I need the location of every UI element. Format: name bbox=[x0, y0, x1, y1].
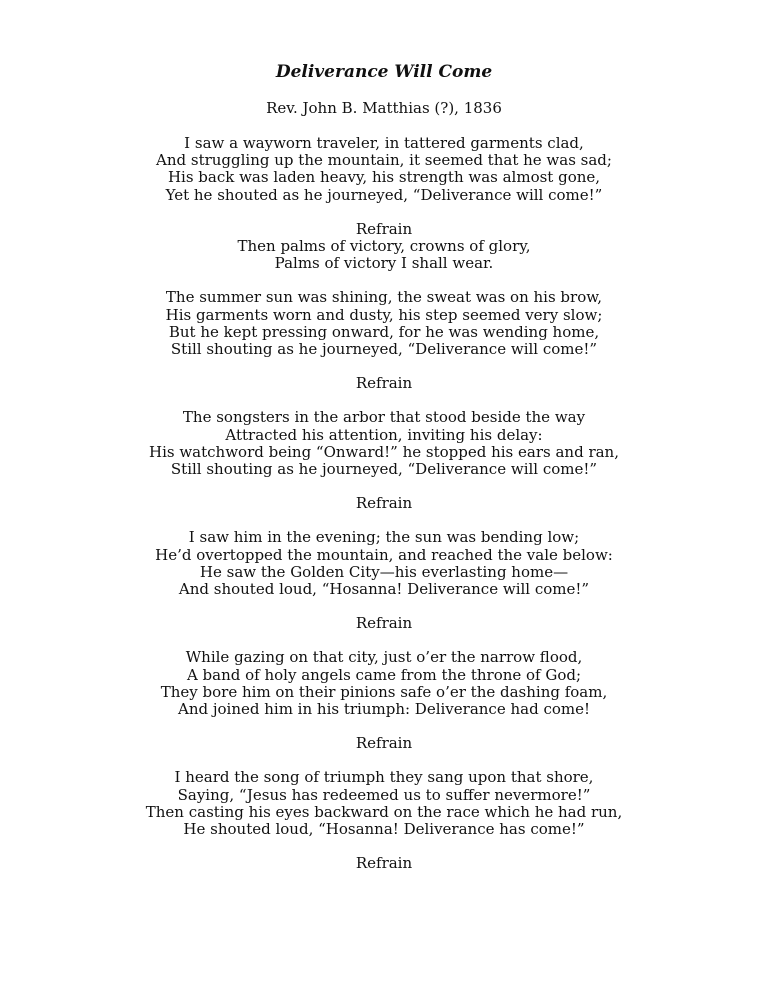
verse-line: Still shouting as he journeyed, “Deliverance will come!” bbox=[170, 460, 598, 479]
verse-line: His watchword being “Onward!” he stopped his ears and ran, bbox=[149, 442, 619, 461]
verse-line: His back was laden heavy, his strength was almost gone, bbox=[167, 168, 601, 187]
verse bbox=[0, 649, 768, 718]
refrain-label: Refrain bbox=[355, 494, 413, 513]
refrain-label: Refrain bbox=[355, 854, 413, 873]
stanza-gap bbox=[0, 358, 768, 375]
stanza-gap bbox=[0, 478, 768, 495]
verse-line: Attracted his attention, inviting his delay: bbox=[225, 425, 543, 444]
verse-line: Yet he shouted as he journeyed, “Deliverance will come!” bbox=[165, 185, 603, 204]
refrain bbox=[0, 221, 768, 273]
verse-line: But he kept pressing onward, for he was wending home, bbox=[168, 322, 600, 341]
refrain-label: Refrain bbox=[355, 374, 413, 393]
hymn-text bbox=[0, 135, 768, 873]
verse-line: I saw him in the evening; the sun was bending low; bbox=[188, 528, 580, 547]
stanza-gap bbox=[0, 204, 768, 221]
stanza-gap bbox=[0, 752, 768, 769]
verse bbox=[0, 409, 768, 478]
verse-line: Then casting his eyes backward on the race which he had run, bbox=[145, 802, 623, 821]
page-title: Deliverance Will Come bbox=[275, 62, 493, 82]
verse-line: He shouted loud, “Hosanna! Deliverance has come!” bbox=[183, 820, 585, 839]
verse bbox=[0, 289, 768, 358]
verse bbox=[0, 135, 768, 204]
verse-line: His garments worn and dusty, his step seemed very slow; bbox=[165, 305, 603, 324]
stanza-gap bbox=[0, 392, 768, 409]
stanza-gap bbox=[0, 598, 768, 615]
verse-line: While gazing on that city, just o’er the narrow flood, bbox=[185, 648, 583, 667]
verse-line: I heard the song of triumph they sang upon that shore, bbox=[174, 768, 594, 787]
verse-line: And joined him in his triumph: Deliverance had come! bbox=[177, 700, 591, 719]
verse-line: He saw the Golden City—his everlasting home— bbox=[199, 562, 569, 581]
verse-line: Saying, “Jesus has redeemed us to suffer nevermore!” bbox=[177, 785, 591, 804]
verse-line: The songsters in the arbor that stood beside the way bbox=[182, 408, 586, 427]
verse-line: I saw a wayworn traveler, in tattered garments clad, bbox=[184, 134, 584, 152]
stanza-gap bbox=[0, 272, 768, 289]
verse bbox=[0, 529, 768, 598]
stanza-gap bbox=[0, 632, 768, 649]
refrain-label: Refrain bbox=[355, 219, 413, 238]
author-line: Rev. John B. Matthias (?), 1836 bbox=[266, 99, 502, 117]
verse-line: He’d overtopped the mountain, and reached the vale below: bbox=[155, 545, 613, 564]
refrain-label: Refrain bbox=[355, 614, 413, 633]
refrain-line: Then palms of victory, crowns of glory, bbox=[237, 237, 531, 256]
verse-line: And shouted loud, “Hosanna! Deliverance will come!” bbox=[178, 580, 590, 599]
verse-line: Still shouting as he journeyed, “Deliverance will come!” bbox=[170, 340, 598, 359]
refrain-label: Refrain bbox=[355, 734, 413, 753]
refrain-line: Palms of victory I shall wear. bbox=[274, 254, 494, 273]
verse-line: And struggling up the mountain, it seemed that he was sad; bbox=[156, 151, 612, 170]
stanza-gap bbox=[0, 718, 768, 735]
verse-line: The summer sun was shining, the sweat was on his brow, bbox=[165, 288, 603, 307]
verse bbox=[0, 769, 768, 838]
verse-line: They bore him on their pinions safe o’er the dashing foam, bbox=[160, 682, 608, 701]
stanza-gap bbox=[0, 512, 768, 529]
stanza-gap bbox=[0, 838, 768, 855]
verse-line: A band of holy angels came from the throne of God; bbox=[186, 665, 582, 684]
